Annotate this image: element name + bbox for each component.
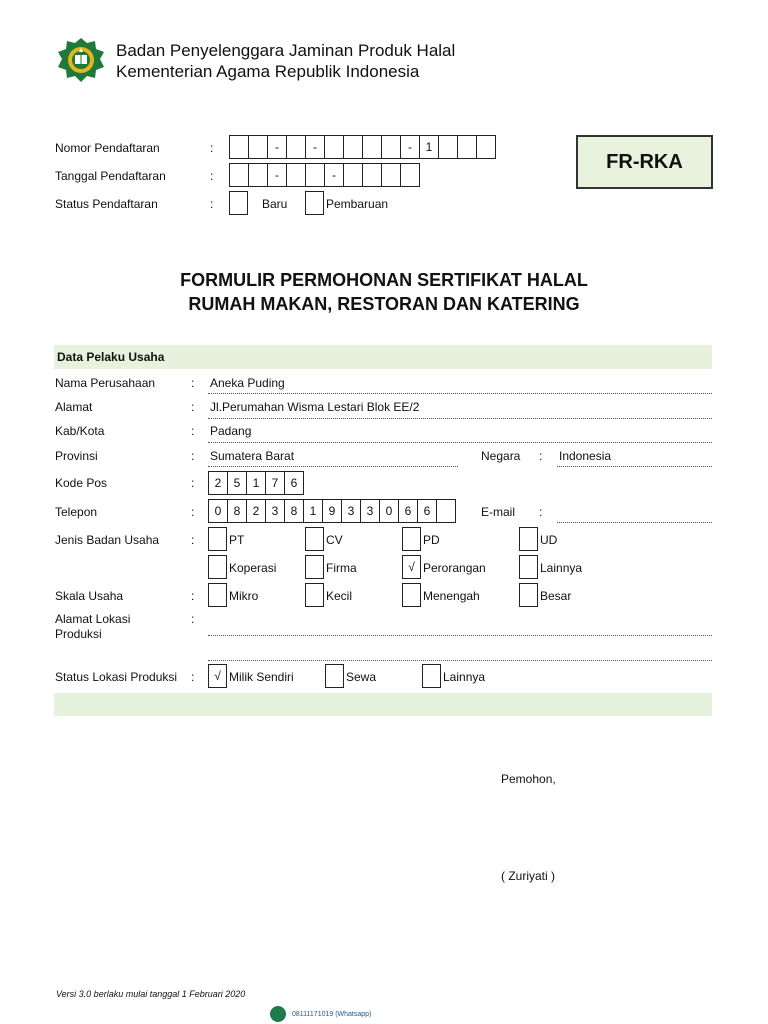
- section-header: [54, 345, 712, 369]
- digit-cell[interactable]: -: [267, 163, 287, 187]
- colon: :: [191, 505, 195, 519]
- digit-cell[interactable]: [343, 163, 363, 187]
- status-lokasi-option-label: Milik Sendiri: [229, 670, 294, 684]
- jenis-option-checkbox[interactable]: [519, 527, 538, 551]
- provinsi-underline: [208, 466, 458, 467]
- tanggal-pendaftaran-label: Tanggal Pendaftaran: [55, 169, 166, 183]
- pemohon-label: Pemohon,: [501, 772, 556, 786]
- colon: :: [191, 424, 195, 438]
- whatsapp-number[interactable]: 08111171019 (Whatsapp): [292, 1011, 372, 1018]
- jenis-option-label: CV: [326, 533, 343, 547]
- alamat-value[interactable]: Jl.Perumahan Wisma Lestari Blok EE/2: [210, 400, 420, 414]
- digit-cell[interactable]: 2: [208, 471, 228, 495]
- digit-cell[interactable]: [286, 135, 306, 159]
- colon: :: [191, 670, 195, 684]
- jenis-option-checkbox[interactable]: √: [402, 555, 421, 579]
- section-footer-band: [54, 693, 712, 716]
- status-lokasi-option-checkbox[interactable]: [325, 664, 344, 688]
- lokasi-underline-1[interactable]: [208, 635, 712, 636]
- whatsapp-icon: [270, 1006, 286, 1022]
- nama-perusahaan-label: Nama Perusahaan: [55, 376, 156, 390]
- digit-cell[interactable]: -: [324, 163, 344, 187]
- digit-cell[interactable]: [248, 163, 268, 187]
- colon: :: [191, 476, 195, 490]
- digit-cell[interactable]: [381, 163, 401, 187]
- kab-underline: [208, 442, 712, 443]
- alamat-label: Alamat: [55, 400, 93, 414]
- alamat-lokasi-label-2: Produksi: [55, 627, 102, 641]
- digit-cell[interactable]: 1: [303, 499, 323, 523]
- colon: :: [210, 141, 214, 155]
- status-lokasi-label: Status Lokasi Produksi: [55, 670, 178, 684]
- status-lokasi-option-checkbox[interactable]: [422, 664, 441, 688]
- jenis-option-label: UD: [540, 533, 558, 547]
- telepon-label: Telepon: [55, 505, 98, 519]
- skala-option-checkbox[interactable]: [305, 583, 324, 607]
- digit-cell[interactable]: [324, 135, 344, 159]
- colon: :: [210, 197, 214, 211]
- status-lokasi-option-label: Sewa: [346, 670, 377, 684]
- digit-cell[interactable]: [476, 135, 496, 159]
- kab-kota-value[interactable]: Padang: [210, 424, 252, 438]
- kemenag-logo-icon: [56, 37, 106, 83]
- digit-cell[interactable]: [381, 135, 401, 159]
- digit-cell[interactable]: 2: [246, 499, 266, 523]
- jenis-option-label: Koperasi: [229, 561, 277, 575]
- digit-cell[interactable]: [362, 135, 382, 159]
- skala-option-label: Besar: [540, 589, 572, 603]
- jenis-option-checkbox[interactable]: [208, 527, 227, 551]
- jenis-option-checkbox[interactable]: [305, 527, 324, 551]
- digit-cell[interactable]: -: [400, 135, 420, 159]
- digit-cell[interactable]: 6: [284, 471, 304, 495]
- digit-cell[interactable]: 6: [417, 499, 437, 523]
- digit-cell[interactable]: [248, 135, 268, 159]
- form-code-box: FR-RKA: [576, 135, 713, 189]
- jenis-option-label: Firma: [326, 561, 357, 575]
- nama-perusahaan-value[interactable]: Aneka Puding: [210, 376, 285, 390]
- section-title: Data Pelaku Usaha: [57, 350, 165, 364]
- colon: :: [191, 589, 195, 603]
- jenis-option-label: Lainnya: [540, 561, 583, 575]
- email-underline[interactable]: [557, 522, 712, 523]
- negara-label: Negara: [481, 449, 521, 463]
- skala-option-label: Kecil: [326, 589, 353, 603]
- status-lokasi-option-checkbox[interactable]: √: [208, 664, 227, 688]
- digit-cell[interactable]: 0: [208, 499, 228, 523]
- colon: :: [191, 612, 195, 626]
- colon: :: [539, 505, 543, 519]
- digit-cell[interactable]: 3: [341, 499, 361, 523]
- digit-cell[interactable]: 7: [265, 471, 285, 495]
- negara-value[interactable]: Indonesia: [559, 449, 612, 463]
- digit-cell[interactable]: 8: [284, 499, 304, 523]
- digit-cell[interactable]: [286, 163, 306, 187]
- digit-cell[interactable]: [343, 135, 363, 159]
- digit-cell[interactable]: 0: [379, 499, 399, 523]
- kode-pos-label: Kode Pos: [55, 476, 108, 490]
- digit-cell[interactable]: [305, 163, 325, 187]
- digit-cell[interactable]: 3: [265, 499, 285, 523]
- colon: :: [191, 376, 195, 390]
- org-name-line2: Kementerian Agama Republik Indonesia: [116, 62, 420, 81]
- colon: :: [191, 533, 195, 547]
- status-pembaruan-label: Pembaruan: [326, 197, 389, 211]
- form-title-line2: RUMAH MAKAN, RESTORAN DAN KATERING: [188, 294, 580, 314]
- status-pendaftaran-label: Status Pendaftaran: [55, 197, 158, 211]
- jenis-option-label: Perorangan: [423, 561, 486, 575]
- jenis-option-label: PD: [423, 533, 440, 547]
- digit-cell[interactable]: -: [267, 135, 287, 159]
- org-name-line1: Badan Penyelenggara Jaminan Produk Halal: [116, 41, 456, 60]
- colon: :: [191, 400, 195, 414]
- alamat-lokasi-label-1: Alamat Lokasi: [55, 612, 131, 626]
- digit-cell[interactable]: [362, 163, 382, 187]
- lokasi-underline-2[interactable]: [208, 660, 712, 661]
- provinsi-value[interactable]: Sumatera Barat: [210, 449, 295, 463]
- skala-option-label: Mikro: [229, 589, 259, 603]
- jenis-badan-usaha-label: Jenis Badan Usaha: [55, 533, 160, 547]
- skala-usaha-label: Skala Usaha: [55, 589, 124, 603]
- skala-option-checkbox[interactable]: [402, 583, 421, 607]
- status-lokasi-option-label: Lainnya: [443, 670, 486, 684]
- colon: :: [539, 449, 543, 463]
- jenis-option-label: PT: [229, 533, 245, 547]
- nama-underline: [208, 393, 712, 394]
- skala-option-checkbox[interactable]: [208, 583, 227, 607]
- status-pembaruan-checkbox[interactable]: [305, 191, 324, 215]
- version-note: Versi 3.0 berlaku mulai tanggal 1 Februari 2020: [56, 989, 246, 999]
- digit-cell[interactable]: [436, 499, 456, 523]
- jenis-option-checkbox[interactable]: [519, 555, 538, 579]
- digit-cell[interactable]: [229, 135, 249, 159]
- jenis-option-checkbox[interactable]: [305, 555, 324, 579]
- digit-cell[interactable]: 1: [419, 135, 439, 159]
- status-baru-checkbox[interactable]: [229, 191, 248, 215]
- skala-option-label: Menengah: [423, 589, 480, 603]
- negara-underline: [557, 466, 712, 467]
- colon: :: [191, 449, 195, 463]
- status-baru-label: Baru: [262, 197, 288, 211]
- jenis-option-checkbox[interactable]: [208, 555, 227, 579]
- digit-cell[interactable]: 8: [227, 499, 247, 523]
- nomor-pendaftaran-label: Nomor Pendaftaran: [55, 141, 160, 155]
- kab-kota-label: Kab/Kota: [55, 424, 105, 438]
- digit-cell[interactable]: [457, 135, 477, 159]
- provinsi-label: Provinsi: [55, 449, 98, 463]
- digit-cell[interactable]: 6: [398, 499, 418, 523]
- email-label: E-mail: [481, 505, 516, 519]
- signatory-name: ( Zuriyati ): [501, 869, 555, 883]
- colon: :: [210, 169, 214, 183]
- digit-cell[interactable]: -: [305, 135, 325, 159]
- digit-cell[interactable]: [400, 163, 420, 187]
- digit-cell[interactable]: [438, 135, 458, 159]
- digit-cell[interactable]: 1: [246, 471, 266, 495]
- jenis-option-checkbox[interactable]: [402, 527, 421, 551]
- alamat-underline: [208, 418, 712, 419]
- form-title-line1: FORMULIR PERMOHONAN SERTIFIKAT HALAL: [180, 270, 588, 290]
- skala-option-checkbox[interactable]: [519, 583, 538, 607]
- digit-cell[interactable]: 3: [360, 499, 380, 523]
- digit-cell[interactable]: [229, 163, 249, 187]
- digit-cell[interactable]: 5: [227, 471, 247, 495]
- digit-cell[interactable]: 9: [322, 499, 342, 523]
